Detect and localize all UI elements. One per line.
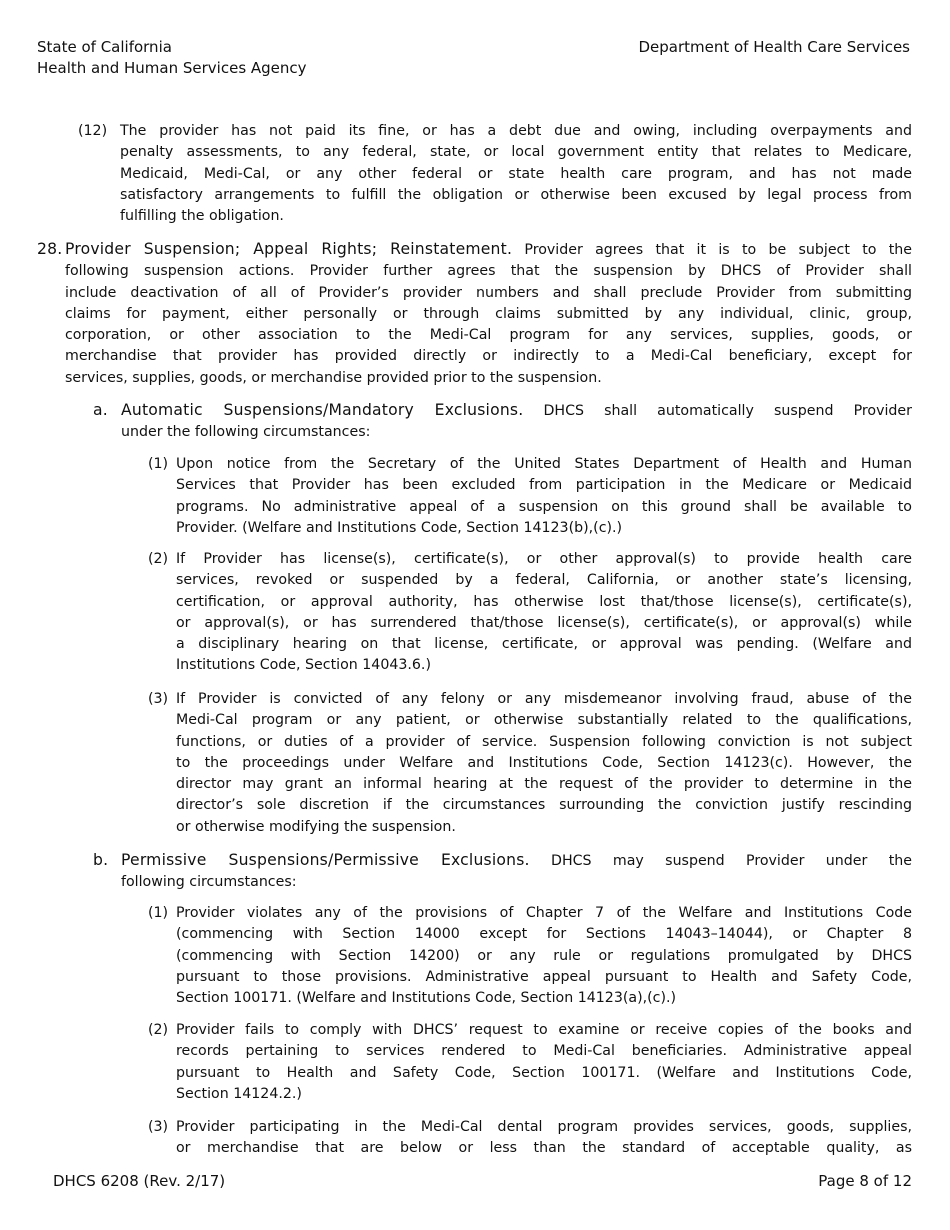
item-b-3 [148,1117,912,1160]
text-line: a disciplinary hearing on that license, certificate, or approval was pending. (Welfare and [176,636,912,653]
text-line: Provider violates any of the provisions of Chapter 7 of the Welfare and Institutions Code [176,905,912,921]
item-12 [78,121,912,227]
header-state: State of California [37,38,172,56]
text-line: records pertaining to services rendered to Medi-Cal beneficiaries. Administrative appeal [176,1043,912,1060]
item-label: (3) [148,1119,169,1135]
text-line: Medicaid, Medi-Cal, or any other federal or state health care program, and has not made [120,165,912,182]
text-line [65,239,912,261]
text-line: director may grant an informal hearing at the request of the provider to determine in the [176,776,912,793]
text-line: functions, or duties of a provider of service. Suspension following conviction is not subject [176,733,912,750]
text-line: Medi-Cal program or any patient, or otherwise substantially related to the qualifications, [176,712,912,729]
text-line: fulfilling the obligation. [120,208,284,225]
text-line: The provider has not paid its fine, or has a debt due and owing, including overpayments and [120,123,912,139]
item-b-2 [148,1020,912,1105]
text-line: (commencing with Section 14000 except for Sections 14043–14044), or Chapter 8 [176,926,912,943]
subsection-b [93,850,912,894]
text-line: Provider fails to comply with DHCS’ request to examine or receive copies of the books and [176,1022,912,1038]
text-line: Provider participating in the Medi-Cal dental program provides services, goods, supplies, [176,1119,912,1135]
text-line: If Provider has license(s), certificate(s), or other approval(s) to provide health care [176,551,912,567]
text-line: Institutions Code, Section 14043.6.) [176,657,431,674]
item-label: a. [93,401,108,419]
item-a-2 [148,549,912,677]
text-line: merchandise that provider has provided directly or indirectly to a Medi-Cal beneficiary, except for [65,348,912,365]
text-line: pursuant to those provisions. Administrative appeal pursuant to Health and Safety Code, [176,968,912,985]
header-agency-name: Health and Human Services Agency [37,59,307,77]
text-line: pursuant to Health and Safety Code, Section 100171. (Welfare and Institutions Code, [176,1064,912,1081]
item-label: 28. [37,240,63,258]
header-agency [37,37,307,79]
footer-page-number: Page 8 of 12 [818,1172,912,1190]
text-line: services, revoked or suspended by a federal, California, or another state’s licensing, [176,572,912,589]
item-label: (2) [148,1022,169,1038]
header-department: Department of Health Care Services [638,38,910,56]
item-a-3 [148,689,912,838]
text-line [121,400,912,422]
text-line: to the proceedings under Welfare and Institutions Code, Section 14123(c). However, the [176,754,912,771]
section-28 [37,239,912,389]
text-line: Section 14124.2.) [176,1085,302,1102]
section-heading: Provider Suspension; Appeal Rights; Reinstatement. [65,240,513,258]
heading-continuation: DHCS may suspend Provider under the [529,853,912,869]
text-line: include deactivation of all of Provider’s provider numbers and shall preclude Provider from submitting [65,284,912,301]
text-line: following suspension actions. Provider further agrees that the suspension by DHCS of Provider shall [65,263,912,280]
text-line: Section 100171. (Welfare and Institutions Code, Section 14123(a),(c).) [176,990,677,1007]
text-line: If Provider is convicted of any felony or any misdemeanor involving fraud, abuse of the [176,691,912,707]
text-line: under the following circumstances: [121,424,371,441]
text-line: certification, or approval authority, has otherwise lost that/those license(s), certificate(s), [176,593,912,610]
item-label: (1) [148,905,169,921]
heading-continuation: DHCS shall automatically suspend Provider [523,403,912,419]
text-line: corporation, or other association to the Medi-Cal program for any services, supplies, goods, or [65,327,912,344]
subsection-a [93,400,912,444]
text-line: programs. No administrative appeal of a suspension on this ground shall be available to [176,498,912,515]
text-line: satisfactory arrangements to fulfill the obligation or otherwise been excused by legal process from [120,186,912,203]
text-line: Services that Provider has been excluded from participation in the Medicare or Medicaid [176,477,912,494]
text-line: Provider. (Welfare and Institutions Code, Section 14123(b),(c).) [176,519,623,536]
item-label: (3) [148,691,169,707]
item-label: b. [93,851,109,869]
text-line: claims for payment, either personally or through claims submitted by any individual, clinic, group, [65,305,912,322]
text-line: or merchandise that are below or less than the standard of acceptable quality, as [176,1140,912,1157]
text-line: (commencing with Section 14200) or any rule or regulations promulgated by DHCS [176,947,912,964]
item-a-1 [148,454,912,539]
item-label: (1) [148,456,169,472]
item-label: (12) [78,123,108,139]
text-line: director’s sole discretion if the circumstances surrounding the conviction justify rescinding [176,797,912,814]
text-line: Upon notice from the Secretary of the United States Department of Health and Human [176,456,912,472]
text-line: or approval(s), or has surrendered that/those license(s), certificate(s), or approval(s) while [176,614,912,631]
heading-continuation: Provider agrees that it is to be subject to the [512,242,912,258]
text-line: following circumstances: [121,874,297,891]
text-line: penalty assessments, to any federal, state, or local government entity that relates to Medicare, [120,144,912,161]
section-heading: Permissive Suspensions/Permissive Exclusions. [121,851,530,869]
item-label: (2) [148,551,169,567]
text-line: services, supplies, goods, or merchandise provided prior to the suspension. [65,369,602,386]
text-line [121,850,912,872]
footer-form-number: DHCS 6208 (Rev. 2/17) [53,1172,226,1190]
text-line: or otherwise modifying the suspension. [176,818,456,835]
item-b-1 [148,903,912,1009]
section-heading: Automatic Suspensions/Mandatory Exclusions. [121,401,524,419]
